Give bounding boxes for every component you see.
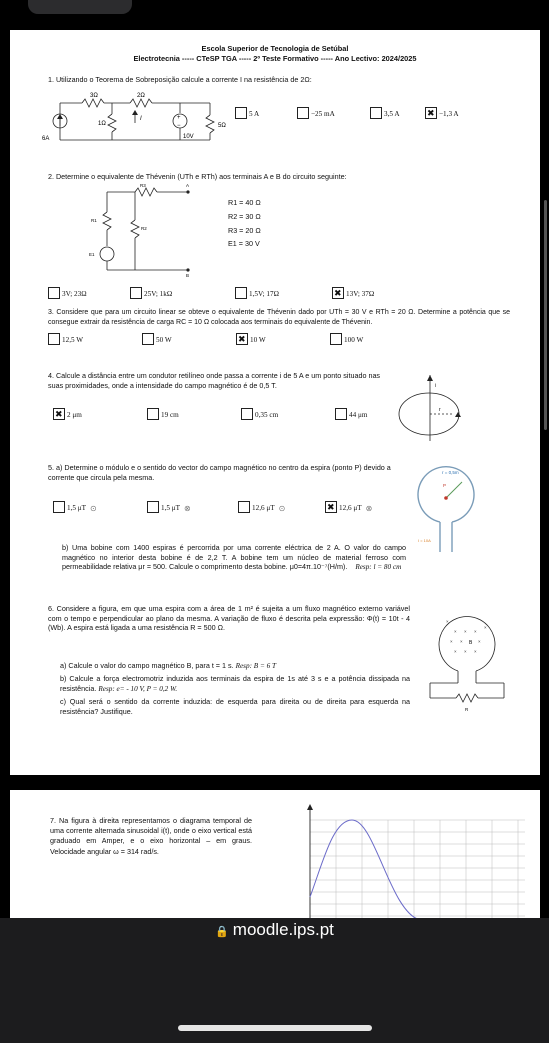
q2-option-b[interactable]: 25V; 1kΩ [130,287,172,299]
q7-sinusoid-figure [295,802,535,920]
q2-option-c[interactable]: 1,5V; 17Ω [235,287,279,299]
q1-option-b[interactable]: −25 mA [297,107,335,119]
address-bar[interactable] [0,920,549,940]
home-indicator[interactable] [178,1025,372,1031]
checkbox[interactable] [142,333,154,345]
q2-option-d[interactable]: ✖ 13V; 37Ω [332,287,374,299]
checkbox[interactable] [48,287,60,299]
q5-current-label: I = 10A [418,538,431,543]
into-page-icon: ⊗ [365,504,373,513]
checkbox[interactable] [48,333,60,345]
checkbox-checked[interactable] [325,501,337,513]
checkbox[interactable] [53,501,65,513]
out-of-page-icon: ⊙ [90,504,97,513]
q1-option-a[interactable]: 5 A [235,107,259,119]
q2-r2-label: R2 [141,226,147,231]
q3-option-c[interactable]: ✖ 10 W [236,333,266,345]
question-1-text: 1. Utilizando o Teorema de Sobreposição calcule a corrente I na resistência de 2Ω: [48,75,312,84]
checkbox[interactable] [238,501,250,513]
checkbox-checked[interactable] [53,408,65,420]
question-6-text: 6. Considere a figura, em que uma espira com a área de 1 m² é sujeita a um fluxo magnético externo variável com o tempo e perpendicular ao plano da mesma. A variação de fluxo é descrita pela expressão: Φ(t) = 10t - 4 (Wb). A espira está ligada a uma resistência R = 500 Ω. [48,604,410,633]
q1-option-c[interactable]: 3,5 A [370,107,400,119]
svg-text:×: × [450,639,453,644]
svg-text:×: × [464,649,467,654]
q1-source-i-label: 6A [42,136,50,142]
q5-radius-label: r = 0,5m [442,470,459,475]
q5-option-a[interactable]: 1,5 μT ⊙ [53,501,97,513]
q2-terminal-b: B [186,273,190,277]
checkbox[interactable] [370,107,382,119]
question-6a-text: a) Calcule o valor do campo magnético B, para t = 1 s. Resp: B = 6 T [60,661,276,670]
q6-loop-figure [428,603,508,718]
question-7-text: 7. Na figura à direita representamos o diagrama temporal de uma corrente alternada sinusoidal i(t), onde o eixo vertical está graduado em Amper, e o eixo horizontal – em graus. Velocidade angular ω = 314 rad/s. [50,816,252,856]
q5-point-label: P [443,483,447,488]
q2-value-r1: R1 = 40 Ω [228,198,261,207]
question-5b-text: b) Uma bobine com 1400 espiras é percorrida por uma corrente eléctrica de 2 A. O valor do campo magnético no interior desta bobine é de 2,2 T. A bobine tem um núcleo de material ferroso com permeabilidade relativa μr = 500. Calcule o comprimento desta bobine. μ0=4π.10⁻⁷(H/m). Resp: l = 80 cm [62,543,406,572]
question-6c-text: c) Qual será o sentido da corrente induzida: de esquerda para direita ou de direita para esquerda na resistência? Justifique. [60,697,410,716]
q4-option-b[interactable]: 19 cm [147,408,179,420]
svg-text:×: × [478,639,481,644]
school-name: Escola Superior de Tecnologia de Setúbal [201,44,349,53]
checkbox[interactable] [330,333,342,345]
q6-r-label: R [465,707,469,712]
q1-option-d[interactable]: ✖ −1,3 A [425,107,459,119]
q3-option-b[interactable]: 50 W [142,333,172,345]
q1-source-v-label: 10V [183,134,194,140]
checkbox[interactable] [130,287,142,299]
checkbox[interactable] [147,408,159,420]
svg-text:×: × [474,629,477,634]
q2-circuit-diagram [85,182,195,277]
q1-r2-label: 2Ω [137,93,145,99]
q1-circuit-diagram [40,88,240,148]
svg-text:i: i [435,383,437,389]
svg-text:×: × [454,649,457,654]
q2-value-e1: E1 = 30 V [228,239,260,248]
checkbox-checked[interactable] [425,107,437,119]
q1-r1-label: 3Ω [90,93,98,99]
document-page-1 [10,30,540,775]
svg-text:+: + [177,115,181,121]
q5-loop-figure [410,460,480,555]
status-bar-pill [28,0,132,14]
checkbox[interactable] [241,408,253,420]
svg-text:×: × [464,629,467,634]
question-5a-text: 5. a) Determine o módulo e o sentido do vector do campo magnético no centro da espira (ponto P) devido a corrente que circula pela mesma. [48,463,391,482]
q6-b-label: B [469,640,473,646]
scroll-indicator[interactable] [544,200,547,430]
question-6b-text: b) Calcule a força electromotriz induzida aos terminais da espira de 1s até 3 s e a potência dissipada na resistência. Resp: e= - 10 V, P = 0,2 W. [60,674,410,693]
svg-text:−: − [177,123,181,129]
q5-option-d[interactable]: ✖ 12,6 μT ⊗ [325,501,372,513]
q4-wire-field-figure [392,373,467,443]
q2-terminal-a: A [186,183,190,188]
q1-current-label: I [140,116,142,122]
course-line: Electrotecnia ----- CTeSP TGA ----- 2º Teste Formativo ----- Ano Lectivo: 2024/2025 [133,54,417,63]
svg-text:×: × [454,629,457,634]
q3-option-d[interactable]: 100 W [330,333,363,345]
checkbox[interactable] [297,107,309,119]
q2-value-r2: R2 = 30 Ω [228,212,261,221]
q4-option-a[interactable]: ✖ 2 μm [53,408,82,420]
q2-e1-label: E1 [89,252,95,257]
q2-r1-label: R1 [91,218,97,223]
q2-r3-label: R3 [140,183,146,188]
q5-option-b[interactable]: 1,5 μT ⊗ [147,501,191,513]
into-page-icon: ⊗ [184,504,191,513]
checkbox[interactable] [235,107,247,119]
checkbox-checked[interactable] [332,287,344,299]
question-3-text: 3. Considere que para um circuito linear se obteve o equivalente de Thévenin dado por UTh = 30 V e RTh = 20 Ω. Determine a potência que se consegue extrair da resistência de carga RC = 10 Ω colocada aos terminais do equivalente de Thévenin. [48,309,510,326]
document-page-2 [10,790,540,920]
q2-option-a[interactable]: 3V; 23Ω [48,287,87,299]
svg-text:×: × [484,625,487,630]
q1-r4-label: 5Ω [218,123,226,129]
svg-text:×: × [446,619,449,624]
out-of-page-icon: ⊙ [278,504,286,513]
q1-r3-label: 1Ω [98,121,106,127]
q4-option-d[interactable]: 44 μm [335,408,367,420]
lock-icon: 🔒 [215,926,229,938]
q2-value-r3: R3 = 20 Ω [228,226,261,235]
question-4-text: 4. Calcule a distância entre um condutor retilíneo onde passa a corrente i de 5 A e um ponto situado nas suas proximidades, onde a intensidade do campo magnético é de 0,5 T. [48,371,381,390]
q3-option-a[interactable]: 12,5 W [48,333,83,345]
svg-text:×: × [474,649,477,654]
q5-option-c[interactable]: 12,6 μT ⊙ [238,501,285,513]
q4-distance-label: r [439,407,441,413]
url-text: moodle.ips.pt [232,920,334,939]
q4-option-c[interactable]: 0,35 cm [241,408,278,420]
svg-text:×: × [460,639,463,644]
checkbox-checked[interactable] [236,333,248,345]
checkbox[interactable] [147,501,159,513]
checkbox[interactable] [235,287,247,299]
checkbox[interactable] [335,408,347,420]
question-2-text: 2. Determine o equivalente de Thévenin (UTh e RTh) aos terminais A e B do circuito seguinte: [48,172,347,181]
